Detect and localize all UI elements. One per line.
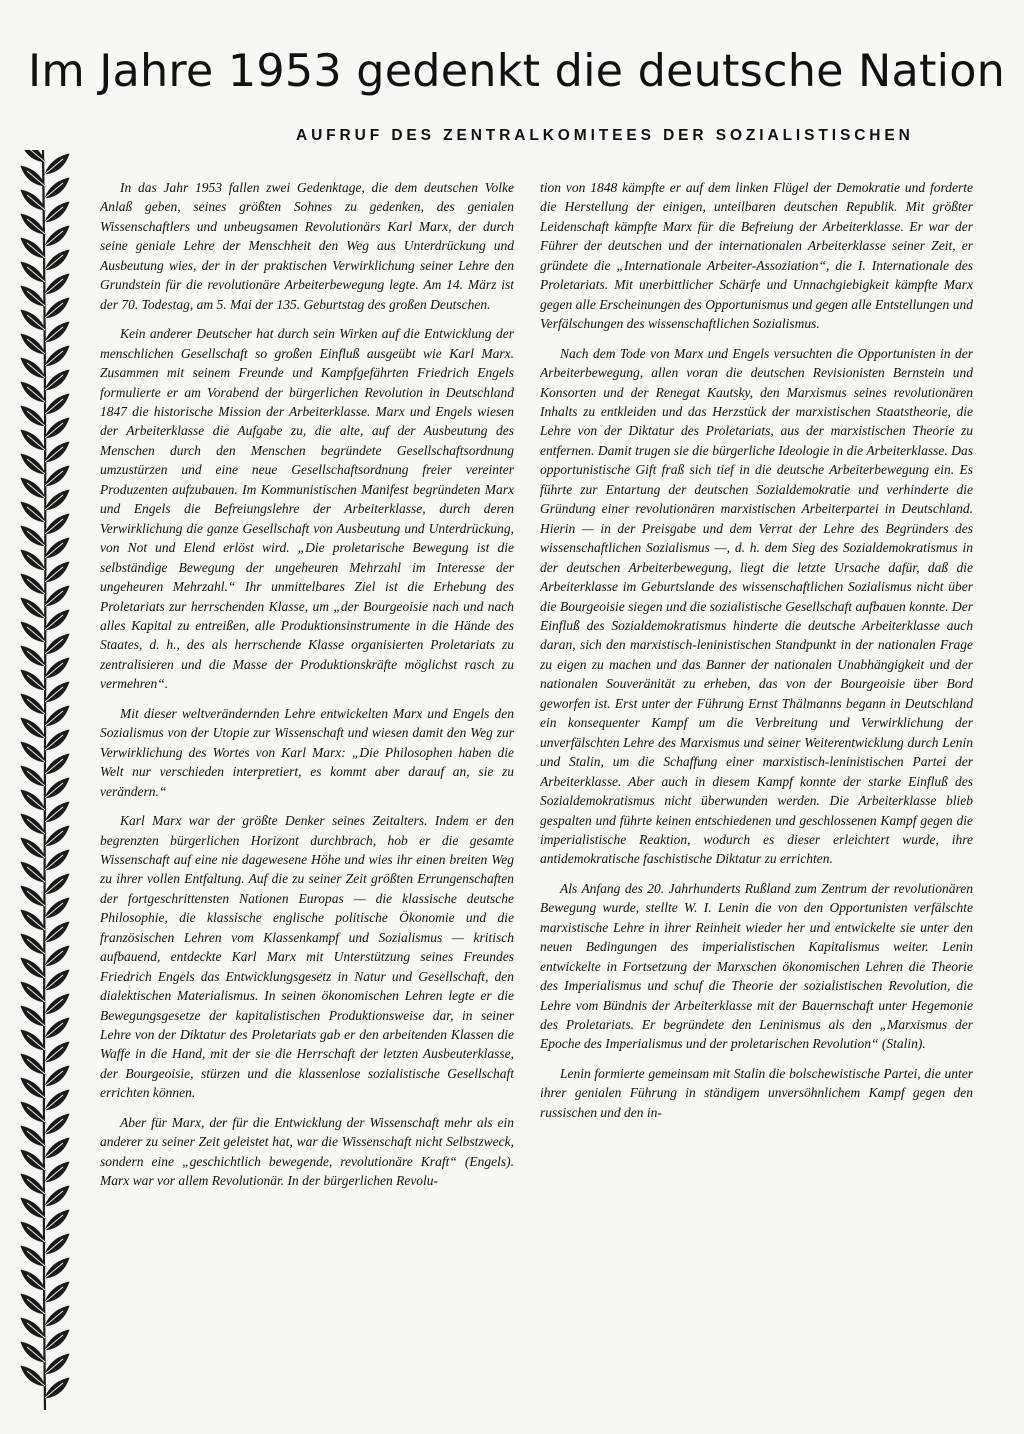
paragraph: Kein anderer Deutscher hat durch sein Wirken auf die Entwicklung der menschlichen Gesellschaft so großen Einfluß ausgeübt wie Karl Marx. Zusammen mit seinem Freunde und Kampfgefährten Friedrich Engels formulierte er am Vorabend der bürgerlichen Revolution in Deutschland 1847 die historische Mission der Arbeiterklasse. Marx und Engels wiesen der Arbeiterklasse die Aufgabe zu, die alte, auf der Ausbeutung des Menschen durch den Menschen begründete Gesellschaftsordnung umzustürzen und eine neue Gesellschaftsordnung freier vereinter Produzenten aufzubauen. Im Kommunistischen Manifest begründeten Marx und Engels die Befreiungslehre der Arbeiterklasse, durch deren Verwirklichung die ganze Gesellschaft von Ausbeutung und Unterdrückung, von Not und Elend erlöst wird. „Die proletarische Bewegung ist die selbständige Bewegung der ungeheuren Mehrzahl im Interesse der ungeheuren Mehrzahl.“ Ihr unmittelbares Ziel ist die Erhebung des Proletariats zur herrschenden Klasse, um „der Bourgeoisie nach und nach alles Kapital zu entreißen, alle Produktionsinstrumente in die Hände des Staates, d. h., des als herrschende Klasse organisierten Proletariats zu zentralisieren und die Masse der Produktionskräfte möglichst rasch zu vermehren“. — [100, 326, 514, 692]
paragraph: tion von 1848 kämpfte er auf dem linken Flügel der Demokratie und forderte die Herstellung der einigen, unteilbaren deutschen Republik. Mit größter Leidenschaft kämpfte Marx für die Befreiung der Arbeiterklasse. Er war der Führer der deutschen und der internationalen Arbeiterklasse seiner Zeit, er gründete die „Internationale Arbeiter-Assoziation“, die I. Internationale des Proletariats. Mit unerbittlicher Schärfe und Unnachgiebigkeit kämpfte Marx gegen alle Erscheinungen des Opportunismus und gegen alle Entstellungen und Verfälschungen des wissenschaftlichen Sozialismus. — [540, 180, 973, 332]
paragraph: Aber für Marx, der für die Entwicklung der Wissenschaft mehr als ein anderer zu seiner Zeit geleistet hat, war die Wissenschaft nicht Selbstzweck, sondern eine „geschichtlich bewegende, revolutionäre Kraft“ (Engels). Marx war vor allem Revolutionär. In der bürgerlichen Revolu- — [100, 1114, 514, 1189]
paragraph: Mit dieser weltverändernden Lehre entwickelten Marx und Engels den Sozialismus von der Utopie zur Wissenschaft und wiesen damit den Weg zur Verwirklichung des Wortes von Karl Marx: „Die Philosophen haben die Welt nur verschieden interpretiert, es kommt aber darauf an, sie zu verändern.“ — [100, 705, 514, 799]
page-subtitle: AUFRUF DES ZENTRALKOMITEES DER SOZIALISTISCHEN — [296, 127, 914, 144]
paragraph: Lenin formierte gemeinsam mit Stalin die bolschewistische Partei, die unter ihrer genialen Führung in ständigem unversöhnlichem Kampf gegen den russischen und den in- — [540, 1065, 973, 1120]
page-title: Im Jahre 1953 gedenkt die deutsche Nation — [28, 46, 1006, 97]
paragraph: Karl Marx war der größte Denker seines Zeitalters. Indem er den begrenzten bürgerlichen Horizont durchbrach, hob er die gesamte Wissenschaft auf eine nie dagewesene Höhe und wies ihr einen breiten Weg zu ihrer vollen Entfaltung. Auf die zu seiner Zeit größten Errungenschaften der fortgeschrittensten Nationen Europas — die klassische deutsche Philosophie, die klassische englische politische Ökonomie und die französischen Lehren vom Klassenkampf und Sozialismus — kritisch aufbauend, entdeckte Karl Marx mit Unterstützung seines Freundes Friedrich Engels das Entwicklungsgesetz in Natur und Gesellschaft, den dialektischen Materialismus. In seinen ökonomischen Lehren legte er die Bewegungsgesetze der kapitalistischen Produktionsweise dar, in seiner Lehre von der Diktatur des Proletariats gab er den arbeitenden Klassen die Waffe in die Hand, mit der sie die Herrschaft der letzten Ausbeuterklasse, der Bourgeoisie, stürzen und die klassenlose sozialistische Gesellschaft errichten können. — [100, 813, 514, 1101]
paragraph: In das Jahr 1953 fallen zwei Gedenktage, die dem deutschen Volke Anlaß geben, seines größten Sohnes zu gedenken, des genialen Wissenschaftlers und unbeugsamen Revolutionärs Karl Marx, der durch seine geniale Lehre der Menschheit den Weg aus Unterdrückung und Ausbeutung wies, der in der praktischen Verwirklichung seiner Lehre den Grundstein für die revolutionäre Arbeiterbewegung legte. Am 14. März ist der 70. Todestag, am 5. Mai der 135. Geburtstag des großen Deutschen. — [100, 180, 514, 312]
paragraph: Nach dem Tode von Marx und Engels versuchten die Opportunisten in der Arbeiterbewegung, allen voran die deutschen Revisionisten Bernstein und Konsorten und der Renegat Kautsky, den Marxismus seines revolutionären Inhalts zu entkleiden und das Herzstück der marxistischen Staatstheorie, die Lehre von der Diktatur des Proletariats, aus der marxistischen Theorie zu entfernen. Damit trugen sie die bürgerliche Ideologie in die Arbeiterklasse. Das opportunistische Gift fraß sich tief in die deutsche Arbeiterbewegung ein. Es führte zur Entartung der deutschen Sozialdemokratie und verhinderte die Gründung einer revolutionären marxistischen Arbeiterpartei in Deutschland. Hierin — in der Preisgabe und dem Verrat der Lehre des Begründers des wissenschaftlichen Sozialismus —, d. h. dem Sieg des Sozialdemokratismus in der deutschen Arbeiterbewegung, liegt die letzte Ursache dafür, daß die Arbeiterklasse im Geburtslande des wissenschaftlichen Sozialismus nicht über die Bourgeoisie siegen und die sozialistische Gesellschaft aufbauen konnte. Der Einfluß des Sozialdemokratismus hinderte die deutsche Arbeiterklasse auch daran, sich den marxistisch-leninistischen Standpunkt in der nationalen Frage zu eigen zu machen und das Banner der nationalen Unabhängigkeit und der nationalen Souveränität zu erheben, das von der Bourgeoisie über Bord geworfen ist. Erst unter der Führung Ernst Thälmanns begann in Deutschland ein konsequenter Kampf um die Verbreitung und Verwirklichung der unverfälschten Lehre des Marxismus und seiner Weiterentwicklung durch Lenin und Stalin, um die Schaffung einer marxistisch-leninistischen Partei der Arbeiterklasse. Aber auch in diesem Kampf konnte der starke Einfluß des Sozialdemokratismus nicht überwunden werden. Die Arbeiterklasse blieb gespalten und führte keinen entschiedenen und geschlossenen Kampf gegen die imperialistische Reaktion, wodurch es dieser erleichtert wurde, ihre antidemokratische faschistische Diktatur zu errichten. — [540, 345, 973, 867]
laurel-stem — [43, 150, 45, 1410]
article-column-right — [540, 178, 973, 1423]
article-column-left — [100, 178, 514, 1423]
laurel-branch-icon — [14, 150, 76, 1410]
paragraph: Als Anfang des 20. Jahrhunderts Rußland zum Zentrum der revolutionären Bewegung wurde, stellte W. I. Lenin die von den Opportunisten verfälschte marxistische Lehre in ihrer Reinheit wieder her und entwickelte sie unter den neuen Bedingungen des imperialistischen Kapitalismus weiter. Lenin entwickelte in Fortsetzung der Marxschen ökonomischen Lehren die Theorie des Imperialismus und schuf die Theorie der sozialistischen Revolution, die Lehre vom Bündnis der Arbeiterklasse mit der Bauernschaft unter Hegemonie des Proletariats. Er begründete den Leninismus als den „Marxismus der Epoche des Imperialismus und der proletarischen Revolution“ (Stalin). — [540, 880, 973, 1052]
